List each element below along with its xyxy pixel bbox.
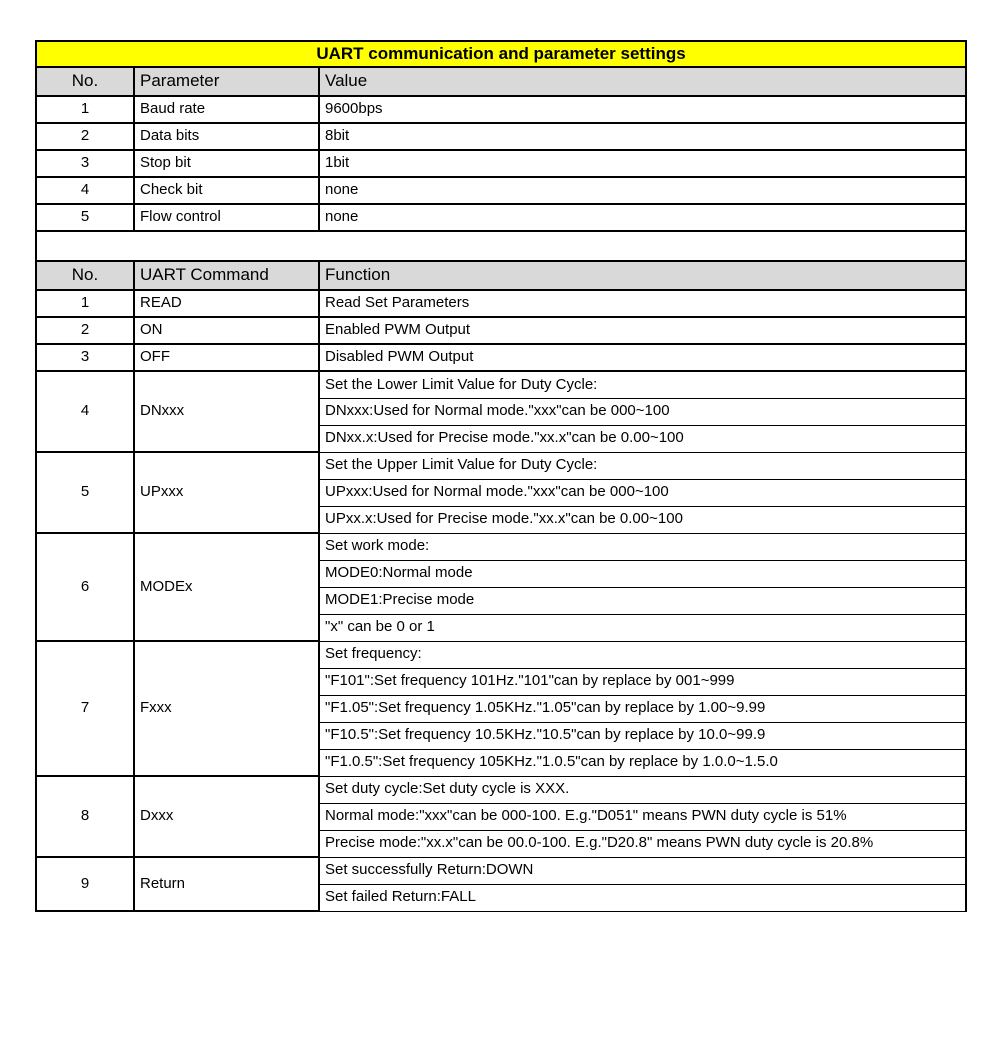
- cmd-no: 7: [36, 641, 134, 776]
- cmd-no: 5: [36, 452, 134, 533]
- param-value: none: [319, 204, 966, 231]
- params-header-parameter: Parameter: [134, 67, 319, 96]
- cmd-function: Normal mode:"xxx"can be 000-100. E.g."D051" means PWN duty cycle is 51%: [319, 803, 966, 830]
- cmd-name: MODEx: [134, 533, 319, 641]
- commands-header-no: No.: [36, 261, 134, 290]
- table-row: [36, 641, 966, 668]
- param-no: 5: [36, 204, 134, 231]
- cmd-name: Dxxx: [134, 776, 319, 857]
- table-row: [36, 344, 966, 371]
- table-row: [36, 857, 966, 884]
- cmd-name: ON: [134, 317, 319, 344]
- cmd-function: Set duty cycle:Set duty cycle is XXX.: [319, 776, 966, 803]
- cmd-function: "x" can be 0 or 1: [319, 614, 966, 641]
- cmd-function: Set frequency:: [319, 641, 966, 668]
- cmd-name: READ: [134, 290, 319, 317]
- param-name: Baud rate: [134, 96, 319, 123]
- cmd-no: 2: [36, 317, 134, 344]
- param-name: Data bits: [134, 123, 319, 150]
- table-row: [36, 533, 966, 560]
- cmd-function: "F10.5":Set frequency 10.5KHz."10.5"can by replace by 10.0~99.9: [319, 722, 966, 749]
- commands-header-function: Function: [319, 261, 966, 290]
- param-no: 3: [36, 150, 134, 177]
- page-title: UART communication and parameter settings: [36, 41, 966, 67]
- table-row: [36, 290, 966, 317]
- cmd-no: 1: [36, 290, 134, 317]
- cmd-function: Enabled PWM Output: [319, 317, 966, 344]
- cmd-function: MODE0:Normal mode: [319, 560, 966, 587]
- params-header-no: No.: [36, 67, 134, 96]
- cmd-no: 6: [36, 533, 134, 641]
- cmd-name: UPxxx: [134, 452, 319, 533]
- cmd-name: OFF: [134, 344, 319, 371]
- param-value: 8bit: [319, 123, 966, 150]
- cmd-function: Set the Upper Limit Value for Duty Cycle:: [319, 452, 966, 479]
- param-no: 4: [36, 177, 134, 204]
- cmd-function: MODE1:Precise mode: [319, 587, 966, 614]
- cmd-function: "F101":Set frequency 101Hz."101"can by replace by 001~999: [319, 668, 966, 695]
- commands-header-command: UART Command: [134, 261, 319, 290]
- cmd-function: Read Set Parameters: [319, 290, 966, 317]
- cmd-function: Set work mode:: [319, 533, 966, 560]
- param-name: Stop bit: [134, 150, 319, 177]
- table-row: [36, 776, 966, 803]
- uart-settings-table: [35, 40, 967, 912]
- cmd-function: Set successfully Return:DOWN: [319, 857, 966, 884]
- cmd-function: Set the Lower Limit Value for Duty Cycle:: [319, 371, 966, 398]
- table-row: [36, 204, 966, 231]
- cmd-name: Return: [134, 857, 319, 911]
- cmd-function: DNxx.x:Used for Precise mode."xx.x"can be 0.00~100: [319, 425, 966, 452]
- cmd-function: UPxx.x:Used for Precise mode."xx.x"can be 0.00~100: [319, 506, 966, 533]
- cmd-no: 4: [36, 371, 134, 452]
- cmd-function: Precise mode:"xx.x"can be 00.0-100. E.g."D20.8" means PWN duty cycle is 20.8%: [319, 830, 966, 857]
- cmd-function: DNxxx:Used for Normal mode."xxx"can be 000~100: [319, 398, 966, 425]
- table-row: [36, 177, 966, 204]
- table-row: [36, 317, 966, 344]
- param-no: 1: [36, 96, 134, 123]
- table-row: [36, 96, 966, 123]
- cmd-function: UPxxx:Used for Normal mode."xxx"can be 000~100: [319, 479, 966, 506]
- cmd-function: Disabled PWM Output: [319, 344, 966, 371]
- cmd-no: 8: [36, 776, 134, 857]
- cmd-no: 3: [36, 344, 134, 371]
- cmd-name: Fxxx: [134, 641, 319, 776]
- param-no: 2: [36, 123, 134, 150]
- param-value: 1bit: [319, 150, 966, 177]
- table-row: [36, 150, 966, 177]
- cmd-name: DNxxx: [134, 371, 319, 452]
- spacer-row: [36, 231, 966, 261]
- param-value: 9600bps: [319, 96, 966, 123]
- table-row: [36, 371, 966, 398]
- table-row: [36, 452, 966, 479]
- param-value: none: [319, 177, 966, 204]
- cmd-no: 9: [36, 857, 134, 911]
- table-row: [36, 123, 966, 150]
- param-name: Flow control: [134, 204, 319, 231]
- cmd-function: Set failed Return:FALL: [319, 884, 966, 911]
- cmd-function: "F1.0.5":Set frequency 105KHz."1.0.5"can by replace by 1.0.0~1.5.0: [319, 749, 966, 776]
- params-header-value: Value: [319, 67, 966, 96]
- param-name: Check bit: [134, 177, 319, 204]
- cmd-function: "F1.05":Set frequency 1.05KHz."1.05"can by replace by 1.00~9.99: [319, 695, 966, 722]
